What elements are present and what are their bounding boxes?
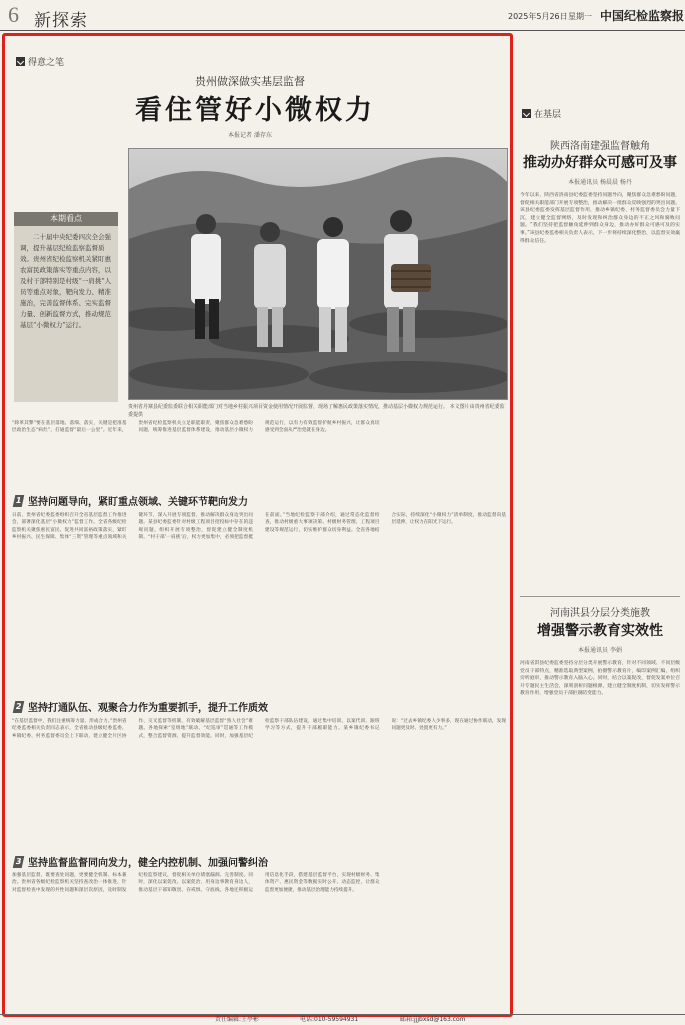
footer-email[interactable]: 邮箱:jjjbxsd@163.com [400,1016,466,1023]
side-story2-kicker: 河南淇县分层分类施教 [550,608,650,619]
section-body-3: 加强基层监督，既要查处问题，更要健全机制、标本兼治。贵州省各级纪检监察机关坚持查改治一体推进，针对监督检查中发现的共性问题和深层次原因，及时制发纪检监察建议，督促相关单位堵塞漏洞、完善制度。同时，深化以案促改、以案促治，用身边事教育身边人，推动基层干部知敬畏、存戒惧、守底线。各地还积极运用信息化手段，搭建基层监督平台，实现村级财务、集体资产、惠民资金等数据实时公开、动态监控，让群众监督更加便捷，推动基层治理能力持续提升。 [12,873,380,893]
side-story1-headline[interactable]: 推动办好群众可感可及事 [523,155,677,171]
side-story1-kicker: 陕西洛南建强监督触角 [550,141,650,152]
page-number: 6 [8,2,19,27]
side-story1-byline: 本报通讯员 杨晨晨 杨丹 [568,179,632,186]
side-divider [520,596,680,597]
section-number-badge: 2 [13,701,25,713]
section-number-badge: 3 [13,856,25,868]
article-headline[interactable]: 看住管好小微权力 [135,95,375,126]
side-story2-headline[interactable]: 增强警示教育实效性 [537,623,663,639]
photo-caption: 贵州省丹寨县纪委监委联合相关职能部门对当地乡村振兴项目资金使用情况开展监督，现场了解惠民政策落实情况，推动基层小微权力规范运行。 本文图片由贵州省纪委监委提供 [128,404,505,418]
issue-weekday: 星期一 [568,12,592,21]
side-story1-body: 今年以来，陕西省洛南县纪委监委坚持问题导向，聚焦群众急难愁盼问题，督促相关职能部门开展专项整治，推动解决一批群众反映强烈的突出问题。该县纪委监委发挥基层监督作用，推动乡镇纪委、村务监督委员会力量下沉，建立健全监督网络，及时发现和纠治群众身边的不正之风和腐败问题。“我们坚持把监督触角延伸到群众身边，推动办好群众可感可及的实事。”该县纪委监委相关负责人表示，下一步将持续深化整治，以监督实效赢得群众信任。 [520,193,680,244]
summary-text: 二十届中央纪委四次全会强调，提升基层纪检监察监督质效。贵州省纪检监察机关紧盯惠农富民政策落实等重点内容，以及村干部特别是村级“一肩挑”人员等重点对象，靶向发力、精准施治，完善监督体系、完实监督力量、创新监督方式，推动规范基层“小微权力”运行。 [20,233,112,329]
column-label-text: 得意之笔 [28,58,65,68]
column-label [16,55,64,68]
issue-date: 2025年5月26日 [508,12,568,21]
section-title-text[interactable]: 坚持问题导向，紧盯重点领域、关键环节靶向发力 [28,497,248,508]
section-heading-3 [14,854,508,869]
article-kicker: 贵州做深做实基层监督 [195,75,305,88]
newspaper-masthead: 中国纪检监察报 [600,9,685,23]
side-story2-body: 河南省淇县纪委监委坚持分层分类开展警示教育，针对不同领域、不同层级党员干部特点，精准选取典型案例，拍摄警示教育片，编印案例汇编，组织旁听庭审，推动警示教育入脑入心。同时，结合以案促改，督促发案单位召开专题民主生活会，深刻剖析问题根源，建立健全制度机制，切实发挥警示教育作用，增强党员干部拒腐防变能力。 [520,661,680,697]
section-heading-1 [14,493,508,508]
summary-label: 本期看点 [14,212,118,226]
section-title-text[interactable]: 坚持打通队伍、观聚合力作为重要抓手，提升工作质效 [28,703,268,714]
article-byline: 本报记者 潘存东 [228,132,272,139]
footer-editor: 责任编辑:王亭彬 [215,1016,260,1023]
section-title-text[interactable]: 坚持监督监督同向发力，健全内控机制、加强问警纠治 [28,858,268,869]
footer-phone: 电话:010-59594931 [300,1016,359,1023]
side-column-label [522,107,561,120]
section-heading-2 [14,699,508,714]
section-body-1: 日前，贵州省纪委监委组织召开全省基层监督工作推进会，部署深化基层“小微权力”监督工作。全省各级纪检监察机关聚焦惠民富民、促进共同富裕政策落实，紧盯乡村振兴、民生保障、集体“三资”管理等重点领域和关键环节，深入开展专项监督，推动解决群众身边突出问题。某县纪委监委针对村级工程项目招投标中存在的违规问题，组织开展专项整治，督促建立健全制度机制。“村干部‘一肩挑’后，权力更加集中，必须把监督挺在前面。”当地纪检监察干部介绍，通过常态化监督检查，推动村级重大事项决策、村级财务管理、工程项目建设等规范运行，切实维护群众切身利益。全省各地结合实际，持续深化“小微权力”清单制度，推动监督向基层延伸，让权力在阳光下运行。 [12,513,506,541]
column-tag-icon [522,109,531,118]
photo-illustration [129,149,508,400]
section-body-2: “在基层监督中，我们注重统筹力量、形成合力。”贵州省纪委监委相关负责同志表示，全省推动县级纪委监委、乡镇纪委、村务监督委员会上下联动，建立健全片区协作、交叉监督等机制，有效破解基层监督“熟人社会”难题。各地探索“室组地”联动、“纪巡审”贯通等工作模式，整合监督资源，提升监督效能。同时，加强基层纪检监察干部队伍建设，通过集中培训、以案代训、跟班学习等方式，提升干部履职能力。某乡镇纪委书记说：“过去乡镇纪委人少事多，现在通过协作联动，发现问题更及时、处置更有力。” [12,719,506,739]
side-column-label-text: 在基层 [534,110,562,120]
intro-paragraph: “除革其弊”要在基层落地、落细、落实，关键是把准基层政治生态“病灶”，打通监督“最后一公里”。近年来，贵州省纪检监察机关立足职能职责，聚焦群众急难愁盼问题，统筹推进基层监督体系建设，推动基层小微权力规范运行，以有力有效监督护航乡村振兴，让群众真切感受到全面从严治党就在身边。 [12,421,380,434]
column-tag-icon [16,57,25,66]
article-photo [128,148,508,400]
section-title: 新探索 [34,11,88,31]
section-number-badge: 1 [13,495,25,507]
side-story2-byline: 本报通讯员 李娟 [578,647,622,654]
